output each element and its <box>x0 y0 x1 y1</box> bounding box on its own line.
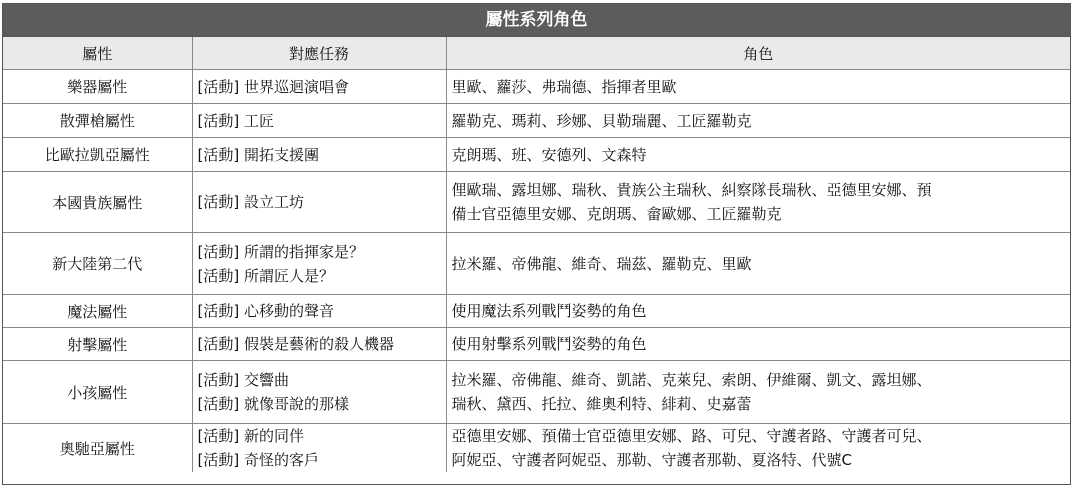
roles-line: 瑞秋、黛西、托拉、維奧利特、緋莉、史嘉蕾 <box>451 395 752 413</box>
attribute-cell: 射擊屬性 <box>3 328 192 361</box>
task-cell <box>192 361 446 424</box>
task-line: [活動] 假裝是藝術的殺人機器 <box>197 335 394 353</box>
task-line: [活動] 新的同伴 <box>197 427 304 445</box>
roles-line: 使用射擊系列戰鬥姿勢的角色 <box>451 335 647 353</box>
table-row <box>3 233 1070 295</box>
attribute-cell: 樂器屬性 <box>3 70 192 104</box>
attribute-cell: 散彈槍屬性 <box>3 104 192 138</box>
table-row <box>3 70 1070 104</box>
roles-line: 俚歐瑞、露坦娜、瑞秋、貴族公主瑞秋、糾察隊長瑞秋、亞德里安娜、預 <box>451 181 932 199</box>
roles-line: 備士官亞德里安娜、克朗瑪、畲歐娜、工匠羅勒克 <box>451 205 782 223</box>
table-row <box>3 104 1070 138</box>
attribute-cell: 魔法屬性 <box>3 295 192 328</box>
header-roles: 角色 <box>446 37 1070 70</box>
header-task: 對應任務 <box>192 37 446 70</box>
table-row <box>3 361 1070 424</box>
roles-line: 拉米羅、帝佛龍、維奇、凱諾、克萊兒、索朗、伊維爾、凱文、露坦娜、 <box>451 371 932 389</box>
table-row <box>3 138 1070 172</box>
attribute-table <box>3 37 1070 472</box>
roles-cell <box>446 424 1070 473</box>
task-line: [活動] 奇怪的客戶 <box>197 451 319 469</box>
task-line: [活動] 心移動的聲音 <box>197 302 334 320</box>
roles-cell <box>446 361 1070 424</box>
roles-cell <box>446 328 1070 361</box>
task-cell <box>192 104 446 138</box>
table-row <box>3 172 1070 233</box>
roles-line: 羅勒克、瑪莉、珍娜、貝勒瑞麗、工匠羅勒克 <box>451 111 752 130</box>
roles-line: 亞德里安娜、預備士官亞德里安娜、路、可兒、守護者路、守護者可兒、 <box>451 427 932 445</box>
attribute-cell: 奧馳亞屬性 <box>3 424 192 473</box>
task-line: [活動] 交響曲 <box>197 371 289 389</box>
header-attribute: 屬性 <box>3 37 192 70</box>
task-cell <box>192 172 446 233</box>
task-line: [活動] 就像哥說的那樣 <box>197 395 349 413</box>
attribute-cell: 比歐拉凱亞屬性 <box>3 138 192 172</box>
task-line: [活動] 所謂的指揮家是？ <box>197 242 364 261</box>
task-line: [活動] 工匠 <box>197 111 274 130</box>
task-cell <box>192 233 446 295</box>
task-cell <box>192 70 446 104</box>
table-title: 屬性系列角色 <box>3 4 1070 37</box>
roles-line: 里歐、蘿莎、弗瑞德、指揮者里歐 <box>451 77 677 96</box>
roles-line: 阿妮亞、守護者阿妮亞、那勒、守護者那勒、夏洛特、代號C <box>451 451 852 469</box>
roles-line: 使用魔法系列戰鬥姿勢的角色 <box>451 302 647 320</box>
task-cell <box>192 328 446 361</box>
roles-cell <box>446 172 1070 233</box>
roles-cell <box>446 70 1070 104</box>
task-line: [活動] 所謂匠人是？ <box>197 266 334 285</box>
roles-cell <box>446 295 1070 328</box>
table-row <box>3 328 1070 361</box>
header-row <box>3 37 1070 70</box>
roles-line: 拉米羅、帝佛龍、維奇、瑞茲、羅勒克、里歐 <box>451 254 752 273</box>
attribute-cell: 小孩屬性 <box>3 361 192 424</box>
task-line: [活動] 設立工坊 <box>197 193 304 211</box>
task-cell <box>192 138 446 172</box>
attribute-cell: 新大陸第二代 <box>3 233 192 295</box>
task-line: [活動] 世界巡迴演唱會 <box>197 77 349 96</box>
attribute-cell: 本國貴族屬性 <box>3 172 192 233</box>
roles-line: 克朗瑪、班、安德列、文森特 <box>451 145 647 164</box>
roles-cell <box>446 104 1070 138</box>
attribute-table-panel <box>2 3 1071 485</box>
roles-cell <box>446 138 1070 172</box>
task-cell <box>192 424 446 473</box>
roles-cell <box>446 233 1070 295</box>
table-row <box>3 424 1070 473</box>
task-line: [活動] 開拓支援團 <box>197 145 319 164</box>
table-row <box>3 295 1070 328</box>
task-cell <box>192 295 446 328</box>
